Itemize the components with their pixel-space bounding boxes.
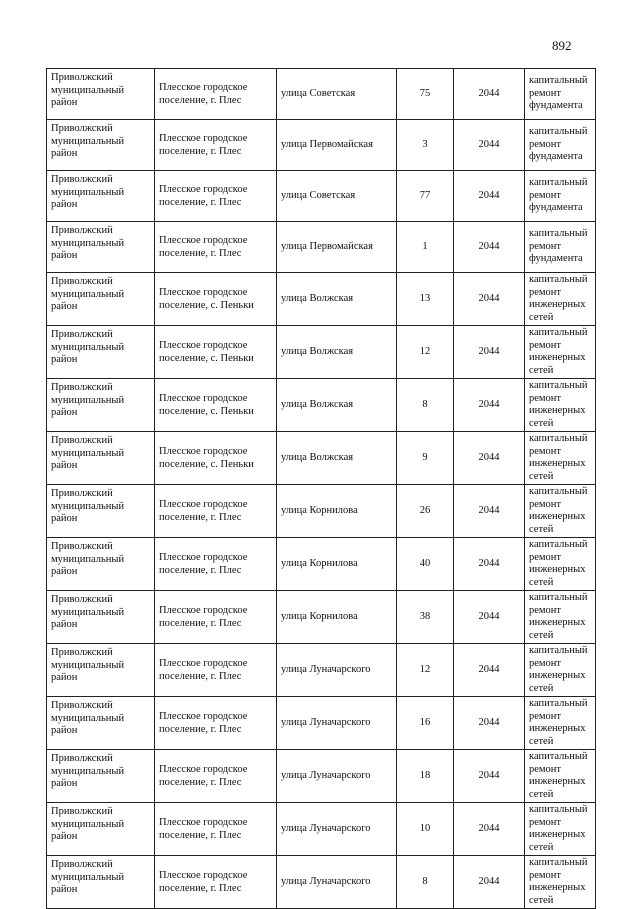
table-row <box>47 171 596 222</box>
year-cell: 2044 <box>454 273 525 326</box>
house-number-cell: 26 <box>397 485 454 538</box>
work-type-cell: капитальный ремонт фундамента <box>525 120 596 171</box>
year-cell: 2044 <box>454 171 525 222</box>
house-number-cell: 12 <box>397 644 454 697</box>
year-cell: 2044 <box>454 485 525 538</box>
work-type-cell: капитальный ремонт инженерных сетей <box>525 326 596 379</box>
house-number-cell: 1 <box>397 222 454 273</box>
house-number-cell: 16 <box>397 697 454 750</box>
street-cell: улица Волжская <box>277 379 397 432</box>
table-row <box>47 485 596 538</box>
table-row <box>47 326 596 379</box>
house-number-cell: 8 <box>397 379 454 432</box>
house-number-cell: 38 <box>397 591 454 644</box>
year-cell: 2044 <box>454 222 525 273</box>
settlement-cell: Плесское городское поселение, г. Плес <box>155 591 277 644</box>
table-row <box>47 697 596 750</box>
district-cell: Приволжский муниципальный район <box>47 591 155 644</box>
table-row <box>47 750 596 803</box>
table-row <box>47 538 596 591</box>
year-cell: 2044 <box>454 750 525 803</box>
district-cell: Приволжский муниципальный район <box>47 432 155 485</box>
settlement-cell: Плесское городское поселение, г. Плес <box>155 856 277 909</box>
street-cell: улица Луначарского <box>277 697 397 750</box>
work-type-cell: капитальный ремонт фундамента <box>525 222 596 273</box>
settlement-cell: Плесское городское поселение, г. Плес <box>155 69 277 120</box>
district-cell: Приволжский муниципальный район <box>47 538 155 591</box>
settlement-cell: Плесское городское поселение, г. Плес <box>155 644 277 697</box>
settlement-cell: Плесское городское поселение, г. Плес <box>155 803 277 856</box>
table-row <box>47 222 596 273</box>
house-number-cell: 40 <box>397 538 454 591</box>
table-row <box>47 120 596 171</box>
settlement-cell: Плесское городское поселение, г. Плес <box>155 697 277 750</box>
year-cell: 2044 <box>454 591 525 644</box>
street-cell: улица Волжская <box>277 432 397 485</box>
work-type-cell: капитальный ремонт инженерных сетей <box>525 538 596 591</box>
page-number: 892 <box>552 38 572 53</box>
year-cell: 2044 <box>454 697 525 750</box>
settlement-cell: Плесское городское поселение, г. Плес <box>155 538 277 591</box>
house-number-cell: 18 <box>397 750 454 803</box>
street-cell: улица Первомайская <box>277 222 397 273</box>
district-cell: Приволжский муниципальный район <box>47 856 155 909</box>
table-row <box>47 69 596 120</box>
house-number-cell: 12 <box>397 326 454 379</box>
house-number-cell: 75 <box>397 69 454 120</box>
street-cell: улица Луначарского <box>277 856 397 909</box>
work-type-cell: капитальный ремонт фундамента <box>525 171 596 222</box>
settlement-cell: Плесское городское поселение, г. Плес <box>155 120 277 171</box>
table-row <box>47 803 596 856</box>
table-row <box>47 379 596 432</box>
street-cell: улица Советская <box>277 171 397 222</box>
year-cell: 2044 <box>454 538 525 591</box>
work-type-cell: капитальный ремонт инженерных сетей <box>525 697 596 750</box>
work-type-cell: капитальный ремонт инженерных сетей <box>525 803 596 856</box>
year-cell: 2044 <box>454 379 525 432</box>
settlement-cell: Плесское городское поселение, г. Плес <box>155 222 277 273</box>
district-cell: Приволжский муниципальный район <box>47 171 155 222</box>
district-cell: Приволжский муниципальный район <box>47 750 155 803</box>
work-type-cell: капитальный ремонт фундамента <box>525 69 596 120</box>
street-cell: улица Первомайская <box>277 120 397 171</box>
settlement-cell: Плесское городское поселение, с. Пеньки <box>155 432 277 485</box>
street-cell: улица Корнилова <box>277 538 397 591</box>
table-row <box>47 273 596 326</box>
work-type-cell: капитальный ремонт инженерных сетей <box>525 644 596 697</box>
table-body <box>47 69 596 909</box>
repair-schedule-table <box>46 68 596 909</box>
work-type-cell: капитальный ремонт инженерных сетей <box>525 432 596 485</box>
district-cell: Приволжский муниципальный район <box>47 803 155 856</box>
street-cell: улица Корнилова <box>277 485 397 538</box>
house-number-cell: 9 <box>397 432 454 485</box>
district-cell: Приволжский муниципальный район <box>47 222 155 273</box>
table-row <box>47 432 596 485</box>
street-cell: улица Волжская <box>277 326 397 379</box>
house-number-cell: 10 <box>397 803 454 856</box>
year-cell: 2044 <box>454 856 525 909</box>
year-cell: 2044 <box>454 803 525 856</box>
house-number-cell: 8 <box>397 856 454 909</box>
work-type-cell: капитальный ремонт инженерных сетей <box>525 591 596 644</box>
table-row <box>47 856 596 909</box>
street-cell: улица Волжская <box>277 273 397 326</box>
street-cell: улица Луначарского <box>277 803 397 856</box>
district-cell: Приволжский муниципальный район <box>47 644 155 697</box>
work-type-cell: капитальный ремонт инженерных сетей <box>525 750 596 803</box>
house-number-cell: 13 <box>397 273 454 326</box>
settlement-cell: Плесское городское поселение, г. Плес <box>155 485 277 538</box>
district-cell: Приволжский муниципальный район <box>47 273 155 326</box>
work-type-cell: капитальный ремонт инженерных сетей <box>525 273 596 326</box>
year-cell: 2044 <box>454 326 525 379</box>
settlement-cell: Плесское городское поселение, г. Плес <box>155 171 277 222</box>
settlement-cell: Плесское городское поселение, г. Плес <box>155 750 277 803</box>
table-row <box>47 591 596 644</box>
street-cell: улица Советская <box>277 69 397 120</box>
settlement-cell: Плесское городское поселение, с. Пеньки <box>155 326 277 379</box>
district-cell: Приволжский муниципальный район <box>47 697 155 750</box>
house-number-cell: 77 <box>397 171 454 222</box>
settlement-cell: Плесское городское поселение, с. Пеньки <box>155 379 277 432</box>
street-cell: улица Корнилова <box>277 591 397 644</box>
table-row <box>47 644 596 697</box>
street-cell: улица Луначарского <box>277 750 397 803</box>
year-cell: 2044 <box>454 432 525 485</box>
work-type-cell: капитальный ремонт инженерных сетей <box>525 485 596 538</box>
settlement-cell: Плесское городское поселение, с. Пеньки <box>155 273 277 326</box>
district-cell: Приволжский муниципальный район <box>47 326 155 379</box>
house-number-cell: 3 <box>397 120 454 171</box>
work-type-cell: капитальный ремонт инженерных сетей <box>525 379 596 432</box>
district-cell: Приволжский муниципальный район <box>47 69 155 120</box>
district-cell: Приволжский муниципальный район <box>47 379 155 432</box>
street-cell: улица Луначарского <box>277 644 397 697</box>
year-cell: 2044 <box>454 644 525 697</box>
work-type-cell: капитальный ремонт инженерных сетей <box>525 856 596 909</box>
district-cell: Приволжский муниципальный район <box>47 120 155 171</box>
district-cell: Приволжский муниципальный район <box>47 485 155 538</box>
year-cell: 2044 <box>454 120 525 171</box>
year-cell: 2044 <box>454 69 525 120</box>
